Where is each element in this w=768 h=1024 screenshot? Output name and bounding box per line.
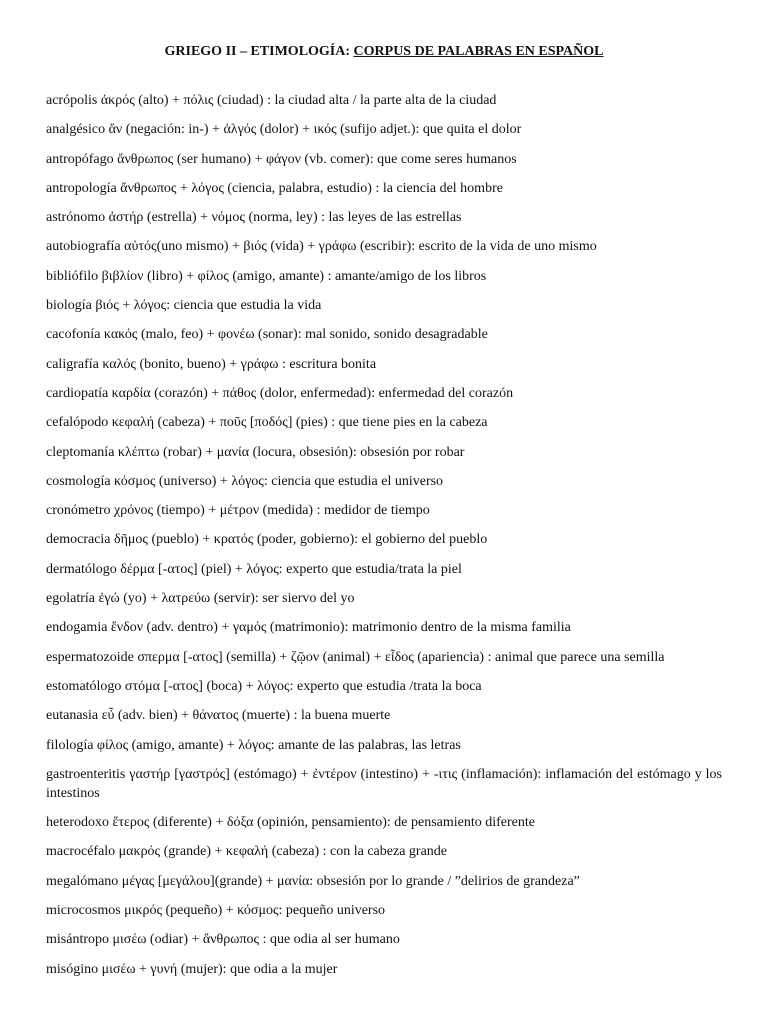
glossary-entry: acrópolis ἀκρός (alto) + πόλις (ciudad) : la ciudad alta / la parte alta de la ciudad bbox=[46, 93, 497, 108]
glossary-entry: espermatozoide σπερμα [-ατος] (semilla) + ζῷον (animal) + εἶδος (apariencia) : animal que parece una semilla bbox=[46, 649, 665, 665]
glossary-entry: astrónomo ἀστήρ (estrella) + νόμος (norma, ley) : las leyes de las estrellas bbox=[46, 210, 462, 226]
glossary-entry: endogamia ἔνδον (adv. dentro) + γαμός (matrimonio): matrimonio dentro de la misma familia bbox=[46, 620, 571, 636]
title-prefix: GRIEGO II – ETIMOLOGÍA: bbox=[164, 44, 354, 59]
page-title bbox=[0, 43, 768, 61]
glossary-entry: macrocéfalo μακρός (grande) + κεφαλή (cabeza) : con la cabeza grande bbox=[46, 844, 448, 860]
glossary-entry: filología φίλος (amigo, amante) + λόγος: amante de las palabras, las letras bbox=[46, 737, 461, 753]
glossary-entry: misógino μισέω + γυνή (mujer): que odia a la mujer bbox=[46, 961, 338, 977]
glossary-entry: cleptomanía κλέπτω (robar) + μανία (locura, obsesión): obsesión por robar bbox=[46, 444, 465, 460]
glossary-entry: eutanasia εὖ (adv. bien) + θάνατος (muerte) : la buena muerte bbox=[46, 708, 391, 724]
glossary-entry: egolatría ἐγώ (yo) + λατρεύω (servir): ser siervo del yo bbox=[46, 591, 355, 607]
glossary-entry: caligrafía καλός (bonito, bueno) + γράφω : escritura bonita bbox=[46, 356, 377, 372]
glossary-entry: analgésico ἄν (negación: in-) + ἀλγός (dolor) + ικός (sufijo adjet.): que quita el dolor bbox=[46, 122, 522, 138]
glossary-entry: misántropo μισέω (odiar) + ἄνθρωπος : que odia al ser humano bbox=[46, 932, 400, 948]
glossary-list bbox=[46, 91, 722, 989]
glossary-entry: cacofonía κακός (malo, feo) + φονέω (sonar): mal sonido, sonido desagradable bbox=[46, 327, 488, 343]
glossary-entry: biología βιός + λόγος: ciencia que estudia la vida bbox=[46, 298, 322, 314]
glossary-entry: cosmología κόσμος (universo) + λόγος: ciencia que estudia el universo bbox=[46, 473, 444, 489]
glossary-entry: microcosmos μικρός (pequeño) + κόσμος: pequeño universo bbox=[46, 903, 386, 919]
glossary-entry: cronómetro χρόνος (tiempo) + μέτρον (medida) : medidor de tiempo bbox=[46, 503, 430, 519]
glossary-entry: gastroenteritis γαστήρ [γαστρός] (estómago) + ἐντέρον (intestino) + -ιτις (inflamación): inflamación del estómago y los intestinos bbox=[46, 766, 722, 801]
glossary-entry: bibliófilo βιβλίον (libro) + φίλος (amigo, amante) : amante/amigo de los libros bbox=[46, 268, 487, 284]
title-underlined: CORPUS DE PALABRAS EN ESPAÑOL bbox=[353, 44, 604, 59]
glossary-entry: democracia δῆμος (pueblo) + κρατός (poder, gobierno): el gobierno del pueblo bbox=[46, 532, 488, 548]
glossary-entry: cardiopatía καρδία (corazón) + πάθος (dolor, enfermedad): enfermedad del corazón bbox=[46, 385, 514, 401]
glossary-entry: antropología ἄνθρωπος + λόγος (ciencia, palabra, estudio) : la ciencia del hombre bbox=[46, 180, 503, 196]
glossary-entry: dermatólogo δέρμα [-ατος] (piel) + λόγος: experto que estudia/trata la piel bbox=[46, 561, 462, 577]
glossary-entry: estomatólogo στόμα [-ατος] (boca) + λόγος: experto que estudia /trata la boca bbox=[46, 678, 482, 694]
glossary-entry: cefalópodo κεφαλή (cabeza) + ποῦς [ποδός] (pies) : que tiene pies en la cabeza bbox=[46, 415, 488, 431]
glossary-entry: autobiografía αὐτός(uno mismo) + βιός (vida) + γράφω (escribir): escrito de la vida de uno mismo bbox=[46, 239, 597, 255]
glossary-entry: megalómano μέγας [μεγάλου](grande) + μανία: obsesión por lo grande / ”delirios de grandeza” bbox=[46, 873, 580, 889]
glossary-entry: antropófago ἄνθρωπος (ser humano) + φάγον (vb. comer): que come seres humanos bbox=[46, 151, 517, 167]
glossary-entry: heterodoxo ἕτερος (diferente) + δόξα (opinión, pensamiento): de pensamiento diferente bbox=[46, 815, 535, 831]
